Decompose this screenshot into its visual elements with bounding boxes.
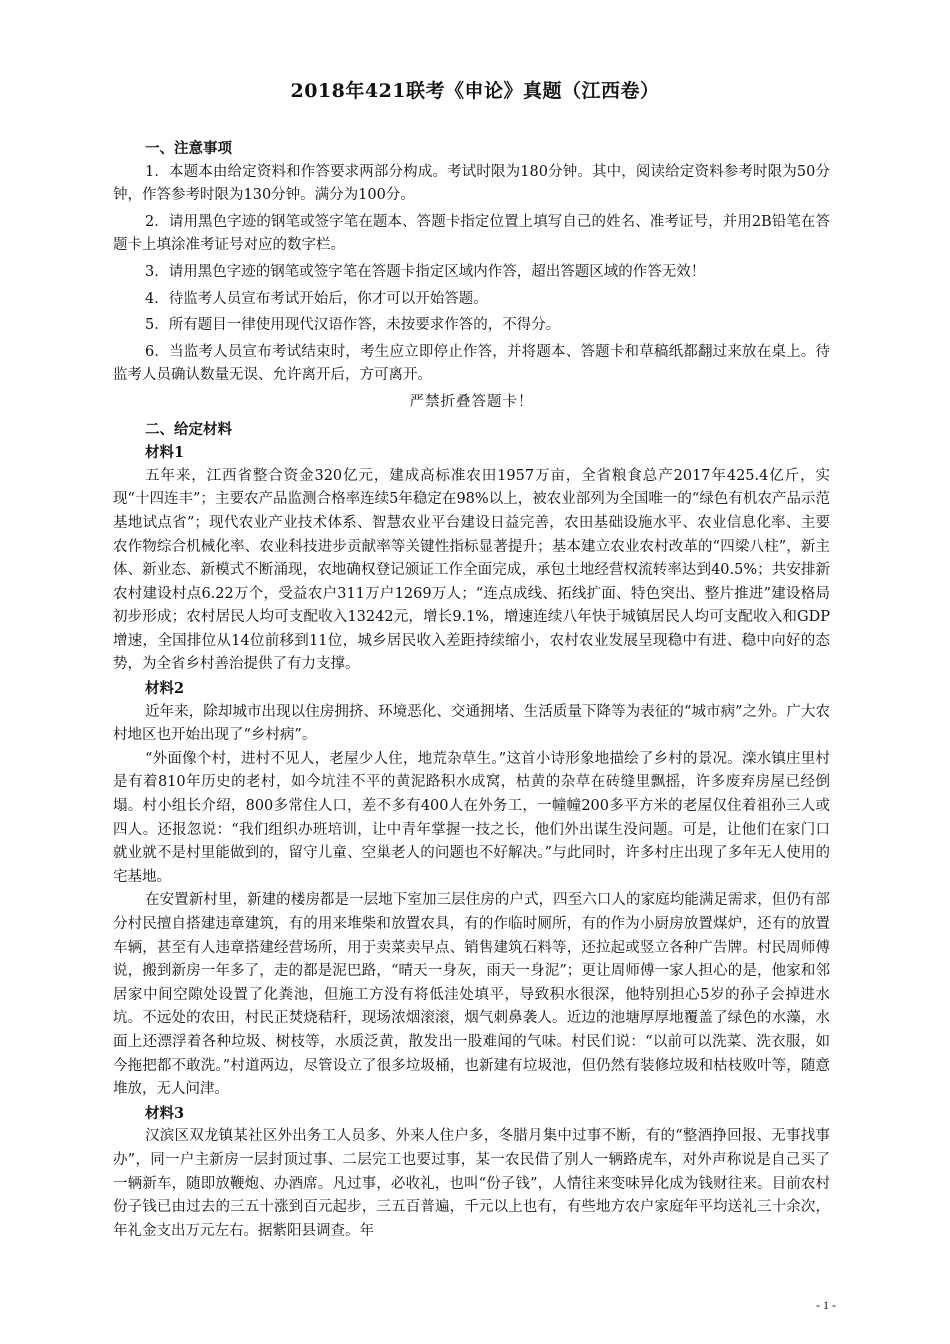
page-number: - 1 - [816,1298,836,1312]
material-1-heading: 材料1 [145,444,185,462]
notice-item: 1．本题本由给定资料和作答要求两部分构成。考试时限为180分钟。其中，阅读给定资料参考时限为50分钟，作答参考时限为130分钟。满分为100分。 [113,163,830,204]
material-3-heading: 材料3 [145,1104,185,1122]
document-title: 2018年421联考《申论》真题（江西卷） [290,80,660,102]
notice-item: 6．当监考人员宣布考试结束时，考生应立即停止作答，并将题本、答题卡和草稿纸都翻过来放在桌上。待监考人员确认数量无误、允许离开后，方可离开。 [113,343,830,384]
section-heading-notices: 一、注意事项 [145,140,232,157]
document-body [113,137,830,1243]
notice-item: 2．请用黑色字迹的钢笔或签字笔在题本、答题卡指定位置上填写自己的姓名、准考证号，并用2B铅笔在答题卡上填涂准考证号对应的数字栏。 [113,213,830,254]
material-1-paragraph: 五年来，江西省整合资金320亿元，建成高标准农田1957万亩，全省粮食总产2017年425.4亿斤，实现“十四连丰”；主要农产品监测合格率连续5年稳定在98%以上，被农业部列为全国唯一的“绿色有机农产品示范基地试点省”；现代农业产业技术体系、智慧农业平台建设日益完善，农田基础设施水平、农业信息化率、主要农作物综合机械化率、农业科技进步贡献率等关键性指标显著提升；基本建立农业农村改革的“四梁八柱”，新主体、新业态、新模式不断涌现，农地确权登记颁证工作全面完成，承包土地经营权流转率达到40.5%；共安排新农村建设村点6.22万个，受益农户311万户1269万人；“连点成线、拓线扩面、特色突出、整片推进”建设格局初步形成；农村居民人均可支配收入13242元，增长9.1%，增速连续八年快于城镇居民人均可支配收入和GDP增速，全国排位从14位前移到11位，城乡居民收入差距持续缩小，农村农业发展呈现稳中有进、稳中向好的态势，为全省乡村善治提供了有力支撑。 [113,467,830,673]
material-2-heading: 材料2 [145,680,185,698]
section-heading-materials: 二、给定材料 [145,420,232,438]
notice-item: 3．请用黑色字迹的钢笔或签字笔在答题卡指定区域内作答，超出答题区域的作答无效！ [145,263,706,280]
notice-item: 4．待监考人员宣布考试开始后，你才可以开始答题。 [145,290,488,307]
notice-item: 5．所有题目一律使用现代汉语作答，未按要求作答的，不得分。 [145,317,561,334]
material-2-paragraph: 近年来，除却城市出现以住房拥挤、环境恶化、交通拥堵、生活质量下降等为表征的“城市病”之外。广大农村地区也开始出现了“乡村病”。 [113,703,830,744]
answer-card-warning: 严禁折叠答题卡！ [409,393,534,410]
material-3-paragraph: 汉滨区双龙镇某社区外出务工人员多、外来人住户多，冬腊月集中过事不断，有的“整酒挣回报、无事找事办”，同一户主新房一层封顶过事、二层完工也要过事，某一农民借了别人一辆路虎车，对外声称说是自己买了一辆新车，随即放鞭炮、办酒席。凡过事，必收礼，也叫“份子钱”，人情往来变味异化成为钱财往来。目前农村份子钱已由过去的三五十涨到百元起步，三五百普遍，千元以上也有，有些地方农户家庭年平均送礼三十余次，年礼金支出万元左右。据紫阳县调查。年 [113,1128,830,1239]
material-2-paragraph: 在安置新村里，新建的楼房都是一层地下室加三层住房的户式，四至六口人的家庭均能满足需求，但仍有部分村民擅自搭建违章建筑，有的用来堆柴和放置农具，有的作临时厕所，有的作为小厨房放置煤炉，还有的放置车辆，甚至有人违章搭建经营场所，用于卖菜卖早点、销售建筑石料等，还拉起或竖立各种广告牌。村民周师傅说，搬到新房一年多了，走的都是泥巴路，“晴天一身灰，雨天一身泥”；更让周师傅一家人担心的是，他家和邻居家中间空隙处设置了化粪池，但施工方没有将低洼处填平，导致积水很深，他特别担心5岁的孙子会掉进水坑。不远处的农田，村民正焚烧秸秆，现场浓烟滚滚，烟气刺鼻袭人。近边的池塘厚厚地覆盖了绿色的水藻，水面上还漂浮着各种垃圾、树枝等，水质泛黄，散发出一股难闻的气味。村民们说：“以前可以洗菜、洗衣服，如今拖把都不敢洗。”村道两边，尽管设立了很多垃圾桶，也新建有垃圾池，但仍然有装修垃圾和枯枝败叶等，随意堆放，无人问津。 [113,892,830,1098]
material-2-paragraph: “外面像个村，进村不见人，老屋少人住，地荒杂草生。”这首小诗形象地描绘了乡村的景况。滦水镇庄里村是有着810年历史的老村，如今坑洼不平的黄泥路积水成窝，枯黄的杂草在砖缝里飘摇，许多废弃房屋已经倒塌。村小组长介绍，800多常住人口，差不多有400人在外务工，一幢幢200多平方米的老屋仅住着祖孙三人或四人。还报忽说：“我们组织办班培训，让中青年掌握一技之长，他们外出谋生没问题。可是，让他们在家门口就业就不是村里能做到的，留守儿童、空巢老人的问题也不好解决。”与此同时，许多村庄出现了多年无人使用的宅基地。 [113,750,830,885]
